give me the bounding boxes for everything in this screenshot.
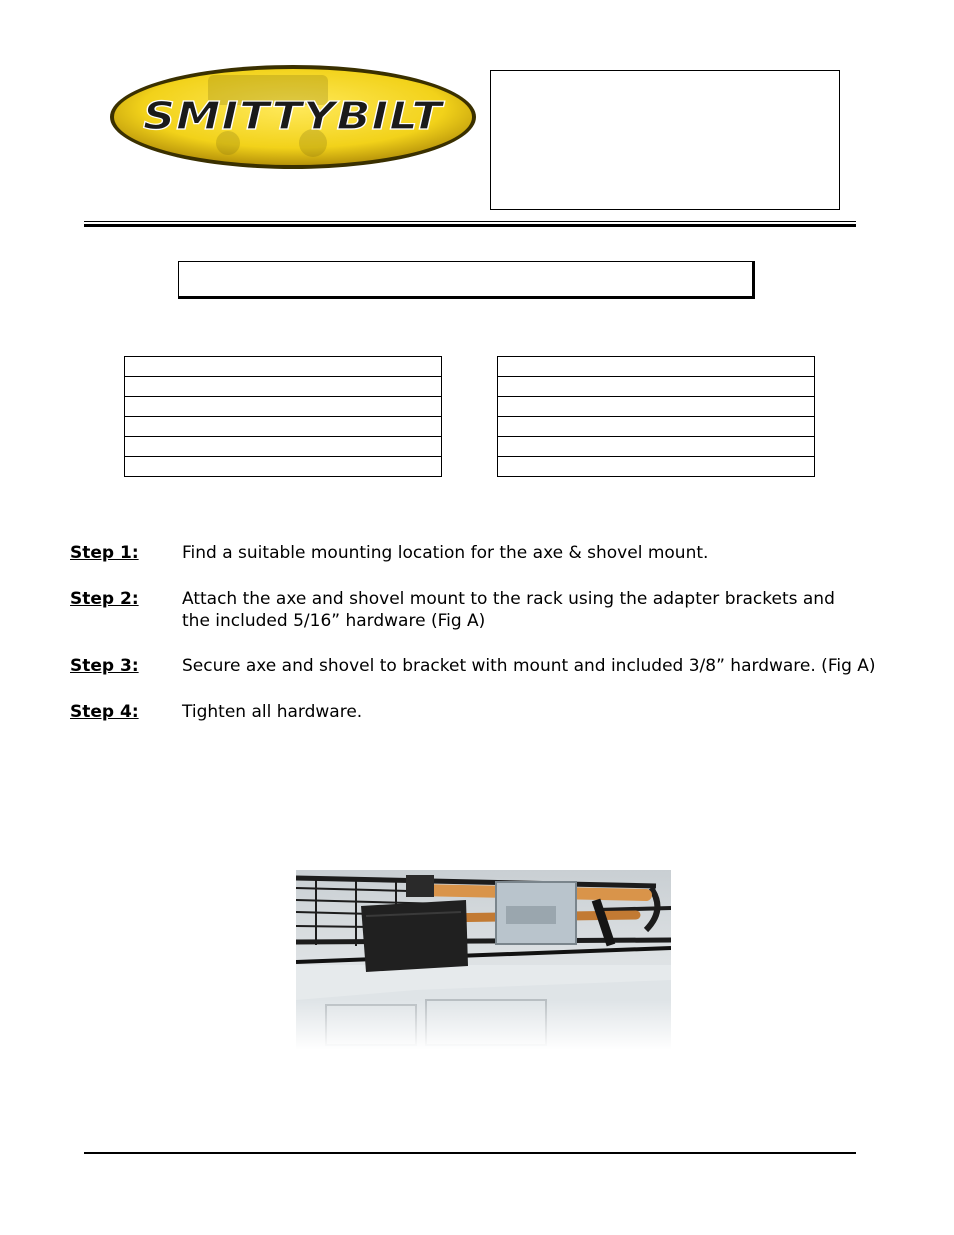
table-row <box>498 437 815 457</box>
smittybilt-logo <box>108 63 478 171</box>
table-cell <box>125 357 442 377</box>
table-cell <box>498 397 815 417</box>
figure-a-photo <box>296 870 671 1050</box>
table-row <box>125 417 442 437</box>
logo-wordmark: SMITTYBILT <box>143 94 446 138</box>
table-row <box>498 417 815 437</box>
footer-divider <box>84 1152 856 1154</box>
table-row <box>498 457 815 477</box>
table-row <box>498 397 815 417</box>
table-row <box>125 457 442 477</box>
parts-table-right <box>497 356 815 477</box>
table-cell <box>125 397 442 417</box>
table-row <box>125 437 442 457</box>
title-box <box>178 261 755 299</box>
step-4-label: Step 4: <box>70 702 139 722</box>
table-cell <box>498 357 815 377</box>
table-cell <box>498 457 815 477</box>
step-4-text: Tighten all hardware. <box>182 702 363 722</box>
header-divider-thick <box>84 224 856 227</box>
table-cell <box>498 417 815 437</box>
table-cell <box>498 437 815 457</box>
step-3-text: Secure axe and shovel to bracket with mount and included 3/8” hardware. (Fig A) <box>182 656 876 676</box>
table-cell <box>125 437 442 457</box>
table-row <box>125 357 442 377</box>
step-1-text: Find a suitable mounting location for the axe & shovel mount. <box>182 543 709 563</box>
table-row <box>125 377 442 397</box>
step-2-text-line2: the included 5/16” hardware (Fig A) <box>182 611 486 631</box>
step-1-label: Step 1: <box>70 543 139 563</box>
parts-table-left <box>124 356 442 477</box>
table-cell <box>125 457 442 477</box>
step-2-text: Attach the axe and shovel mount to the rack using the adapter brackets and <box>182 589 835 609</box>
step-3-label: Step 3: <box>70 656 139 676</box>
table-row <box>498 377 815 397</box>
table-cell <box>125 417 442 437</box>
table-row <box>498 357 815 377</box>
table-cell <box>498 377 815 397</box>
table-cell <box>125 377 442 397</box>
table-row <box>125 397 442 417</box>
step-2-label: Step 2: <box>70 589 139 609</box>
product-info-box <box>490 70 840 210</box>
header-divider-thin <box>84 221 856 222</box>
